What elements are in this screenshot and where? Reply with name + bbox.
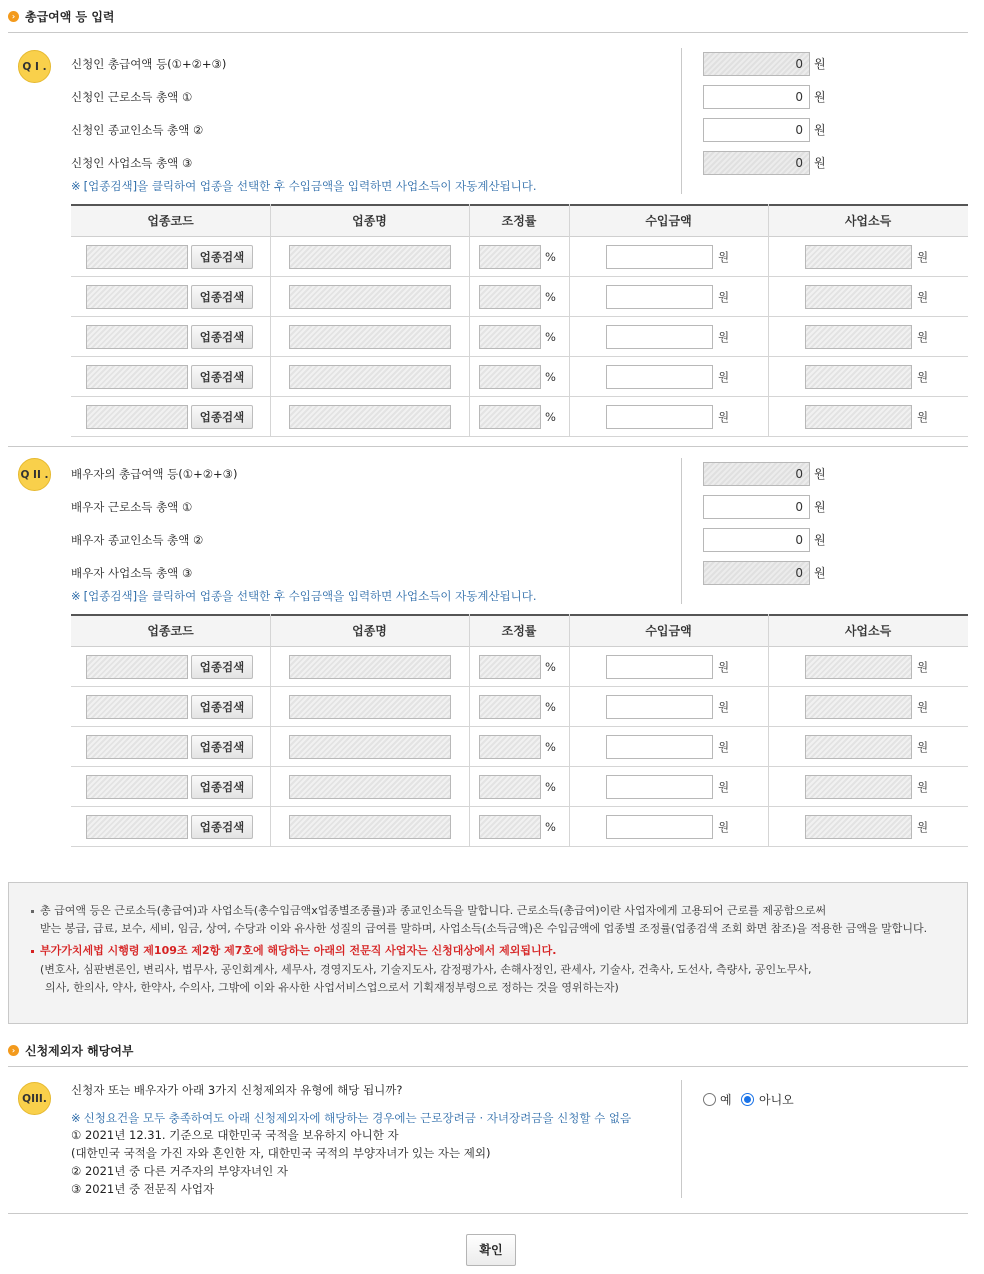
- table-row: [71, 647, 968, 687]
- q1-row-label: 신청인 종교인소득 총액 ②: [71, 123, 204, 137]
- industry-code-field: [86, 245, 188, 269]
- unit-won: 원: [917, 250, 929, 264]
- industry-code-field: [86, 655, 188, 679]
- industry-name-field: [289, 815, 451, 839]
- adjust-rate-field: [479, 365, 541, 389]
- industry-search-button[interactable]: 업종검색: [191, 285, 253, 309]
- adjust-rate-field: [479, 735, 541, 759]
- info-text: (변호사, 심판변론인, 변리사, 법무사, 공인회계사, 세무사, 경영지도사, 기술지도사, 감정평가사, 손해사정인, 관세사, 기술사, 건축사, 도선사, 측량사, 공인노무사,: [40, 963, 812, 976]
- q1-amount-field: 0: [703, 151, 810, 175]
- revenue-input[interactable]: [606, 735, 713, 759]
- arrow-circle-icon: ›: [8, 1045, 19, 1056]
- unit-percent: %: [545, 290, 556, 304]
- divider: [8, 1213, 968, 1214]
- business-income-field: [805, 405, 912, 429]
- unit-won: 원: [917, 660, 929, 674]
- adjust-rate-field: [479, 405, 541, 429]
- table-row: [71, 357, 968, 397]
- column-divider: [768, 204, 769, 437]
- q3-note: ※ 신청요건을 모두 충족하여도 아래 신청제외자에 해당하는 경우에는 근로장려금 · 자녀장려금을 신청할 수 없음: [71, 1111, 632, 1125]
- column-header: 업종명: [352, 624, 387, 638]
- column-divider: [469, 204, 470, 437]
- table-row: [71, 767, 968, 807]
- unit-won: 원: [718, 700, 730, 714]
- unit-won: 원: [718, 780, 730, 794]
- revenue-input[interactable]: [606, 815, 713, 839]
- adjust-rate-field: [479, 655, 541, 679]
- unit-won: 원: [718, 330, 730, 344]
- q2-amount-field[interactable]: 0: [703, 495, 810, 519]
- unit-won: 원: [917, 330, 929, 344]
- exclusion-item: ② 2021년 중 다른 거주자의 부양자녀인 자: [71, 1164, 289, 1178]
- unit-percent: %: [545, 410, 556, 424]
- business-income-field: [805, 815, 912, 839]
- industry-code-field: [86, 325, 188, 349]
- industry-search-button[interactable]: 업종검색: [191, 815, 253, 839]
- industry-search-button[interactable]: 업종검색: [191, 655, 253, 679]
- column-header: 업종명: [352, 214, 387, 228]
- industry-name-field: [289, 245, 451, 269]
- q1-row-label: 신청인 사업소득 총액 ③: [71, 156, 193, 170]
- table-row: [71, 687, 968, 727]
- info-text: 의사, 한의사, 약사, 한약사, 수의사, 그밖에 이와 유사한 사업서비스업으로서 기획재정부령으로 정하는 것을 영위하는자): [45, 981, 619, 994]
- unit-won: 원: [718, 820, 730, 834]
- industry-code-field: [86, 405, 188, 429]
- q2-amount-field: 0: [703, 561, 810, 585]
- unit-won: 원: [718, 660, 730, 674]
- industry-name-field: [289, 325, 451, 349]
- business-income-field: [805, 655, 912, 679]
- unit-won: 원: [814, 566, 826, 580]
- table-row: [71, 397, 968, 437]
- revenue-input[interactable]: [606, 325, 713, 349]
- exclusion-item: ③ 2021년 중 전문직 사업자: [71, 1182, 215, 1196]
- q1-amount-field[interactable]: 0: [703, 85, 810, 109]
- adjust-rate-field: [479, 325, 541, 349]
- column-header: 수입금액: [645, 624, 692, 638]
- q2-row-label: 배우자 근로소득 총액 ①: [71, 500, 193, 514]
- radio-no-label[interactable]: 아니오: [759, 1093, 794, 1107]
- column-header: 업종코드: [147, 214, 194, 228]
- arrow-circle-icon: ›: [8, 11, 19, 22]
- q1-note: ※ [업종검색]을 클릭하여 업종을 선택한 후 수입금액을 입력하면 사업소득이 자동계산됩니다.: [71, 179, 537, 193]
- unit-won: 원: [814, 90, 826, 104]
- column-header: 업종코드: [147, 624, 194, 638]
- column-divider: [270, 614, 271, 847]
- industry-name-field: [289, 405, 451, 429]
- q1-row-label: 신청인 총급여액 등(①+②+③): [71, 57, 227, 71]
- q1-amount-field[interactable]: 0: [703, 118, 810, 142]
- business-income-field: [805, 695, 912, 719]
- business-income-field: [805, 775, 912, 799]
- unit-won: 원: [814, 500, 826, 514]
- confirm-button[interactable]: 확인: [466, 1234, 516, 1266]
- revenue-input[interactable]: [606, 695, 713, 719]
- unit-won: 원: [814, 156, 826, 170]
- revenue-input[interactable]: [606, 365, 713, 389]
- q3-question: 신청자 또는 배우자가 아래 3가지 신청제외자 유형에 해당 됩니까?: [71, 1083, 403, 1097]
- adjust-rate-field: [479, 695, 541, 719]
- unit-percent: %: [545, 250, 556, 264]
- unit-won: 원: [718, 290, 730, 304]
- unit-percent: %: [545, 370, 556, 384]
- info-text: 총 급여액 등은 근로소득(총급여)과 사업소득(총수입금액x업종별조종률)과 종교인소득을 말합니다. 근로소득(총급여)이란 사업자에게 고용되어 근로를 제공함으로써: [31, 902, 826, 918]
- revenue-input[interactable]: [606, 775, 713, 799]
- unit-won: 원: [917, 820, 929, 834]
- adjust-rate-field: [479, 775, 541, 799]
- q2-badge: Q II .: [18, 458, 51, 491]
- adjust-rate-field: [479, 285, 541, 309]
- unit-won: 원: [814, 123, 826, 137]
- divider: [8, 446, 968, 447]
- column-divider: [569, 204, 570, 437]
- industry-code-field: [86, 365, 188, 389]
- column-divider: [270, 204, 271, 437]
- revenue-input[interactable]: [606, 285, 713, 309]
- column-divider: [569, 614, 570, 847]
- industry-name-field: [289, 735, 451, 759]
- section-title-exclusion: › 신청제외자 해당여부: [8, 1040, 134, 1060]
- unit-won: 원: [718, 410, 730, 424]
- business-income-field: [805, 285, 912, 309]
- q1-amount-field: 0: [703, 52, 810, 76]
- business-income-field: [805, 365, 912, 389]
- q2-row-label: 배우자 사업소득 총액 ③: [71, 566, 193, 580]
- table-header: [71, 204, 968, 237]
- info-box: [8, 882, 968, 1024]
- unit-percent: %: [545, 780, 556, 794]
- industry-name-field: [289, 775, 451, 799]
- industry-search-button[interactable]: 업종검색: [191, 245, 253, 269]
- divider: [681, 48, 682, 194]
- column-header: 사업소득: [844, 624, 892, 638]
- revenue-input[interactable]: [606, 245, 713, 269]
- table-row: [71, 237, 968, 277]
- table-row: [71, 807, 968, 847]
- unit-percent: %: [545, 330, 556, 344]
- divider: [8, 1066, 968, 1067]
- unit-percent: %: [545, 820, 556, 834]
- unit-won: 원: [718, 370, 730, 384]
- exclusion-item: ① 2021년 12.31. 기준으로 대한민국 국적을 보유하지 아니한 자: [71, 1128, 399, 1142]
- industry-code-field: [86, 775, 188, 799]
- q2-note: ※ [업종검색]을 클릭하여 업종을 선택한 후 수입금액을 입력하면 사업소득이 자동계산됩니다.: [71, 589, 537, 603]
- unit-won: 원: [917, 700, 929, 714]
- adjust-rate-field: [479, 245, 541, 269]
- industry-search-button[interactable]: 업종검색: [191, 405, 253, 429]
- industry-search-button[interactable]: 업종검색: [191, 365, 253, 389]
- industry-code-field: [86, 695, 188, 719]
- q2-row-label: 배우자 종교인소득 총액 ②: [71, 533, 204, 547]
- q2-amount-field: 0: [703, 462, 810, 486]
- unit-won: 원: [917, 780, 929, 794]
- radio-yes-label[interactable]: 예: [720, 1093, 732, 1107]
- unit-won: 원: [814, 467, 826, 481]
- business-income-field: [805, 325, 912, 349]
- unit-won: 원: [917, 410, 929, 424]
- industry-search-button[interactable]: 업종검색: [191, 735, 253, 759]
- divider: [681, 458, 682, 604]
- industry-search-button[interactable]: 업종검색: [191, 775, 253, 799]
- q1-row-label: 신청인 근로소득 총액 ①: [71, 90, 193, 104]
- exclusion-item: (대한민국 국적을 가진 자와 혼인한 자, 대한민국 국적의 부양자녀가 있는 자는 제외): [71, 1146, 491, 1160]
- divider: [681, 1080, 682, 1198]
- unit-percent: %: [545, 740, 556, 754]
- column-header: 사업소득: [844, 214, 892, 228]
- section-title-income: › 총급여액 등 입력: [8, 6, 115, 26]
- unit-won: 원: [814, 57, 826, 71]
- table-row: [71, 277, 968, 317]
- industry-name-field: [289, 365, 451, 389]
- industry-name-field: [289, 695, 451, 719]
- unit-won: 원: [814, 533, 826, 547]
- column-header: 조정률: [501, 214, 537, 228]
- radio-no[interactable]: [741, 1093, 754, 1106]
- q3-badge: QIII.: [18, 1082, 51, 1115]
- revenue-input[interactable]: [606, 405, 713, 429]
- q2-row-label: 배우자의 총급여액 등(①+②+③): [71, 467, 238, 481]
- table-header: [71, 614, 968, 647]
- industry-name-field: [289, 655, 451, 679]
- column-header: 수입금액: [645, 214, 692, 228]
- unit-won: 원: [718, 740, 730, 754]
- industry-search-button[interactable]: 업종검색: [191, 695, 253, 719]
- industry-search-button[interactable]: 업종검색: [191, 325, 253, 349]
- divider: [8, 32, 968, 33]
- industry-name-field: [289, 285, 451, 309]
- unit-won: 원: [917, 290, 929, 304]
- industry-code-field: [86, 735, 188, 759]
- info-warning: 부가가치세법 시행령 제109조 제2항 제7호에 해당하는 아래의 전문직 사업자는 신청대상에서 제외됩니다.: [31, 942, 556, 958]
- q2-amount-field[interactable]: 0: [703, 528, 810, 552]
- revenue-input[interactable]: [606, 655, 713, 679]
- table-row: [71, 727, 968, 767]
- industry-code-field: [86, 285, 188, 309]
- unit-won: 원: [917, 740, 929, 754]
- column-header: 조정률: [501, 624, 537, 638]
- unit-percent: %: [545, 660, 556, 674]
- business-income-field: [805, 245, 912, 269]
- column-divider: [469, 614, 470, 847]
- industry-code-field: [86, 815, 188, 839]
- business-income-field: [805, 735, 912, 759]
- info-text: 받는 봉급, 급료, 보수, 세비, 임금, 상여, 수당과 이와 유사한 성질의 급여를 말하며, 사업소득(소득금액)은 수입금액에 업종별 조정률(업종검색 조회 화면 참조)을 적용한 금액을 말합니다.: [40, 922, 928, 935]
- q1-badge: Q I .: [18, 50, 51, 83]
- unit-won: 원: [917, 370, 929, 384]
- table-row: [71, 317, 968, 357]
- unit-won: 원: [718, 250, 730, 264]
- column-divider: [768, 614, 769, 847]
- adjust-rate-field: [479, 815, 541, 839]
- radio-yes[interactable]: [703, 1093, 716, 1106]
- unit-percent: %: [545, 700, 556, 714]
